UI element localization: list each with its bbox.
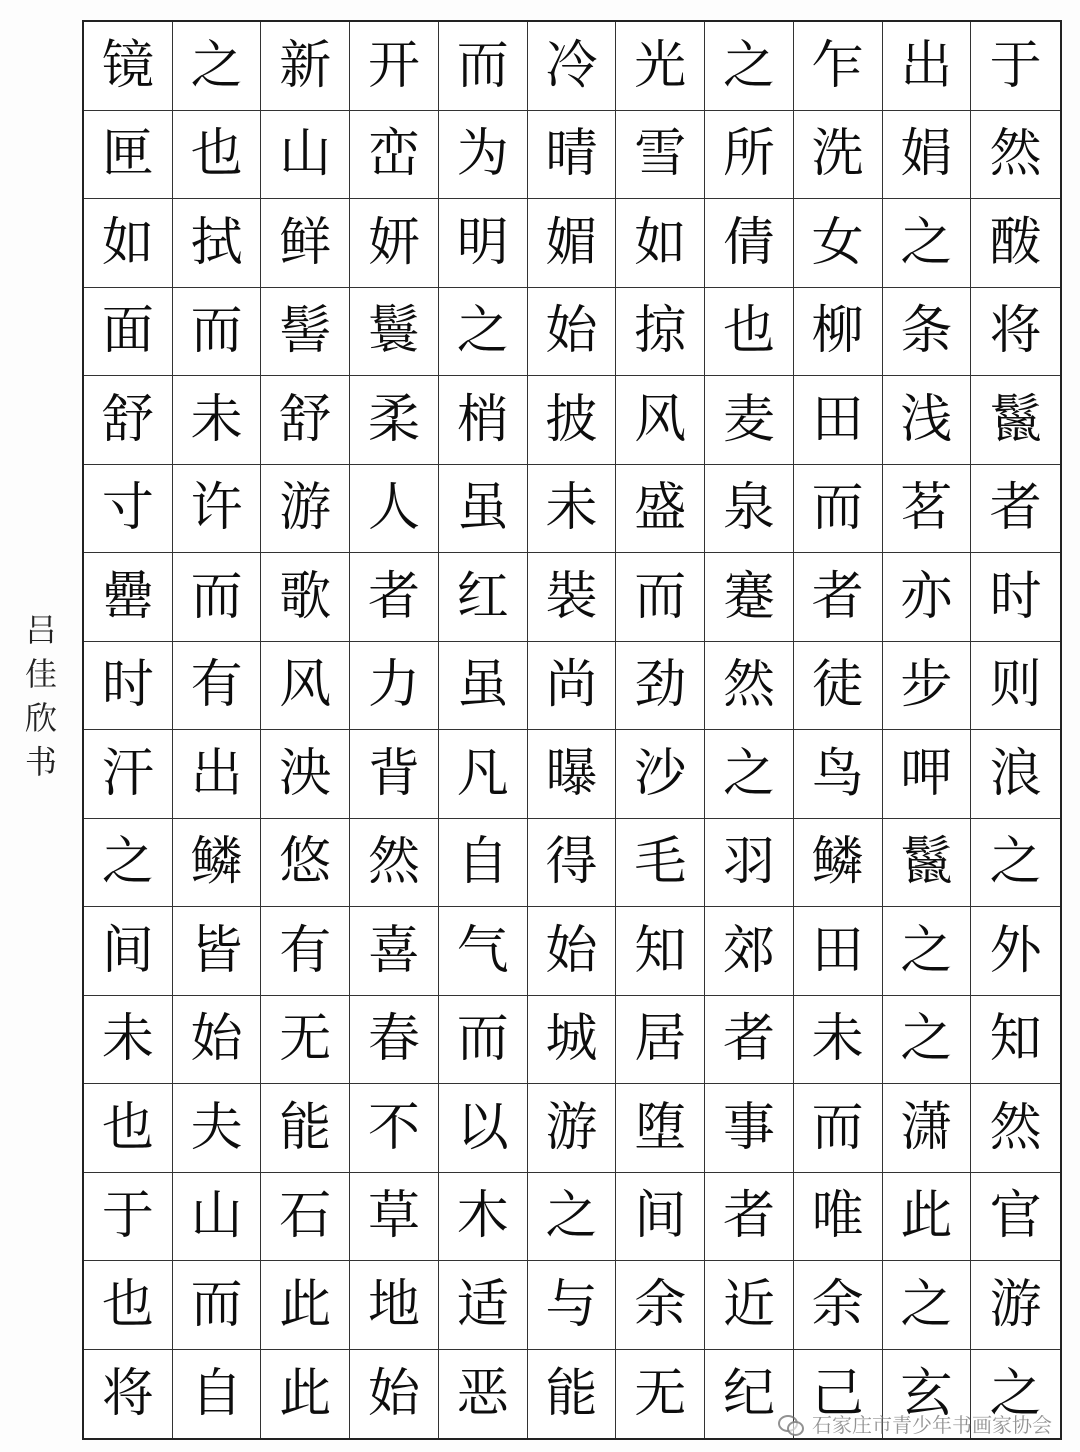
character-grid bbox=[82, 20, 1062, 1440]
grid-cell: 始 bbox=[350, 1350, 439, 1439]
watermark-text: 石家庄市青少年书画家协会 bbox=[812, 1413, 1052, 1437]
grid-cell: 城 bbox=[528, 996, 617, 1085]
grid-cell: 之 bbox=[883, 1261, 972, 1350]
grid-cell: 蹇 bbox=[705, 553, 794, 642]
grid-cell: 掠 bbox=[616, 288, 705, 377]
grid-cell: 悠 bbox=[261, 819, 350, 908]
grid-cell: 时 bbox=[84, 642, 173, 731]
grid-cell: 之 bbox=[883, 996, 972, 1085]
grid-cell: 出 bbox=[173, 730, 262, 819]
grid-cell: 者 bbox=[794, 553, 883, 642]
grid-cell: 呷 bbox=[883, 730, 972, 819]
grid-cell: 娟 bbox=[883, 111, 972, 200]
grid-cell: 草 bbox=[350, 1173, 439, 1262]
grid-cell: 也 bbox=[84, 1261, 173, 1350]
grid-cell: 游 bbox=[971, 1261, 1060, 1350]
grid-cell: 近 bbox=[705, 1261, 794, 1350]
grid-cell: 峦 bbox=[350, 111, 439, 200]
grid-cell: 所 bbox=[705, 111, 794, 200]
grid-cell: 余 bbox=[616, 1261, 705, 1350]
grid-cell: 然 bbox=[971, 111, 1060, 200]
grid-cell: 麦 bbox=[705, 376, 794, 465]
signature bbox=[16, 608, 66, 784]
grid-cell: 喜 bbox=[350, 907, 439, 996]
grid-cell: 晴 bbox=[528, 111, 617, 200]
grid-cell: 田 bbox=[794, 376, 883, 465]
grid-cell: 而 bbox=[173, 553, 262, 642]
grid-cell: 寸 bbox=[84, 465, 173, 554]
grid-cell: 步 bbox=[883, 642, 972, 731]
grid-cell: 不 bbox=[350, 1084, 439, 1173]
grid-cell: 羽 bbox=[705, 819, 794, 908]
grid-cell: 而 bbox=[439, 996, 528, 1085]
grid-cell: 也 bbox=[173, 111, 262, 200]
grid-cell: 之 bbox=[971, 819, 1060, 908]
grid-cell: 鸟 bbox=[794, 730, 883, 819]
grid-cell: 未 bbox=[84, 996, 173, 1085]
grid-cell: 始 bbox=[528, 288, 617, 377]
grid-cell: 堕 bbox=[616, 1084, 705, 1173]
grid-cell: 茗 bbox=[883, 465, 972, 554]
grid-cell: 红 bbox=[439, 553, 528, 642]
grid-cell: 居 bbox=[616, 996, 705, 1085]
grid-cell: 田 bbox=[794, 907, 883, 996]
grid-cell: 之 bbox=[989, 1363, 1042, 1424]
grid-cell: 力 bbox=[350, 642, 439, 731]
grid-cell: 拭 bbox=[173, 199, 262, 288]
grid-cell: 己 bbox=[794, 1350, 883, 1439]
grid-cell: 此 bbox=[883, 1173, 972, 1262]
grid-cell: 潇 bbox=[883, 1084, 972, 1173]
grid-cell: 鬟 bbox=[350, 288, 439, 377]
grid-cell: 之 bbox=[439, 288, 528, 377]
grid-cell: 如 bbox=[84, 199, 173, 288]
grid-cell: 之 bbox=[883, 907, 972, 996]
grid-cell: 则 bbox=[971, 642, 1060, 731]
grid-cell: 自 bbox=[173, 1350, 262, 1439]
grid-cell: 乍 bbox=[794, 22, 883, 111]
grid-cell: 无 bbox=[261, 996, 350, 1085]
grid-cell: 能 bbox=[261, 1084, 350, 1173]
grid-cell: 鳞 bbox=[173, 819, 262, 908]
grid-cell: 镜 bbox=[84, 22, 173, 111]
grid-cell: 柳 bbox=[794, 288, 883, 377]
grid-cell: 也 bbox=[84, 1084, 173, 1173]
grid-cell: 毛 bbox=[616, 819, 705, 908]
signature-char: 书 bbox=[24, 743, 57, 781]
signature-char: 佳 bbox=[24, 655, 57, 693]
grid-cell: 鬣 bbox=[971, 376, 1060, 465]
grid-cell: 虽 bbox=[439, 642, 528, 731]
grid-cell: 之 bbox=[528, 1173, 617, 1262]
grid-cell: 而 bbox=[616, 553, 705, 642]
grid-cell: 媚 bbox=[528, 199, 617, 288]
grid-cell: 木 bbox=[439, 1173, 528, 1262]
grid-cell: 洗 bbox=[794, 111, 883, 200]
grid-cell: 沙 bbox=[616, 730, 705, 819]
grid-cell: 石 bbox=[261, 1173, 350, 1262]
grid-cell: 有 bbox=[173, 642, 262, 731]
grid-cell: 之 bbox=[705, 730, 794, 819]
grid-cell: 山 bbox=[173, 1173, 262, 1262]
grid-cell: 梢 bbox=[439, 376, 528, 465]
grid-cell: 唯 bbox=[794, 1173, 883, 1262]
grid-cell: 曝 bbox=[528, 730, 617, 819]
grid-cell: 面 bbox=[84, 288, 173, 377]
grid-cell: 然 bbox=[971, 1084, 1060, 1173]
grid-cell: 间 bbox=[84, 907, 173, 996]
grid-cell: 亦 bbox=[883, 553, 972, 642]
signature-char: 吕 bbox=[24, 611, 57, 649]
grid-cell: 之 bbox=[173, 22, 262, 111]
grid-cell: 出 bbox=[883, 22, 972, 111]
grid-cell: 酦 bbox=[971, 199, 1060, 288]
grid-cell: 歌 bbox=[261, 553, 350, 642]
grid-cell: 鲜 bbox=[261, 199, 350, 288]
grid-cell: 新 bbox=[261, 22, 350, 111]
grid-cell: 事 bbox=[705, 1084, 794, 1173]
grid-cell: 将 bbox=[971, 288, 1060, 377]
grid-cell: 妍 bbox=[350, 199, 439, 288]
grid-cell: 恶 bbox=[439, 1350, 528, 1439]
grid-cell: 人 bbox=[350, 465, 439, 554]
grid-cell: 将 bbox=[84, 1350, 173, 1439]
grid-cell: 风 bbox=[261, 642, 350, 731]
grid-cell: 披 bbox=[528, 376, 617, 465]
grid-cell: 适 bbox=[439, 1261, 528, 1350]
grid-cell: 劲 bbox=[616, 642, 705, 731]
grid-cell: 得 bbox=[528, 819, 617, 908]
grid-cell: 女 bbox=[794, 199, 883, 288]
grid-cell: 然 bbox=[350, 819, 439, 908]
grid-cell: 为 bbox=[439, 111, 528, 200]
grid-cell: 外 bbox=[971, 907, 1060, 996]
grid-cell: 自 bbox=[439, 819, 528, 908]
grid-cell: 凡 bbox=[439, 730, 528, 819]
grid-cell: 冷 bbox=[528, 22, 617, 111]
grid-cell: 髻 bbox=[261, 288, 350, 377]
grid-cell: 皆 bbox=[173, 907, 262, 996]
grid-cell: 未 bbox=[794, 996, 883, 1085]
grid-cell: 开 bbox=[350, 22, 439, 111]
grid-cell: 有 bbox=[261, 907, 350, 996]
grid-cell: 地 bbox=[350, 1261, 439, 1350]
grid-cell: 风 bbox=[616, 376, 705, 465]
grid-cell: 也 bbox=[705, 288, 794, 377]
grid-cell: 盛 bbox=[616, 465, 705, 554]
grid-cell: 此 bbox=[261, 1350, 350, 1439]
grid-cell: 者 bbox=[971, 465, 1060, 554]
grid-cell: 余 bbox=[794, 1261, 883, 1350]
grid-cell: 而 bbox=[794, 465, 883, 554]
grid-cell: 始 bbox=[173, 996, 262, 1085]
grid-cell: 之 bbox=[705, 22, 794, 111]
grid-cell: 郊 bbox=[705, 907, 794, 996]
grid-cell: 明 bbox=[439, 199, 528, 288]
grid-cell: 纪 bbox=[705, 1350, 794, 1439]
grid-cell: 于 bbox=[971, 22, 1060, 111]
grid-cell: 气 bbox=[439, 907, 528, 996]
grid-cell: 许 bbox=[173, 465, 262, 554]
grid-cell: 此 bbox=[261, 1261, 350, 1350]
grid-cell: 以 bbox=[439, 1084, 528, 1173]
grid-cell: 始 bbox=[528, 907, 617, 996]
grid-cell: 玄 bbox=[883, 1350, 972, 1439]
signature-char: 欣 bbox=[24, 699, 57, 737]
grid-cell: 者 bbox=[350, 553, 439, 642]
grid-cell: 条 bbox=[883, 288, 972, 377]
grid-cell: 光 bbox=[616, 22, 705, 111]
grid-cell: 泱 bbox=[261, 730, 350, 819]
grid-cell: 而 bbox=[794, 1084, 883, 1173]
grid-cell: 者 bbox=[705, 996, 794, 1085]
grid-cell: 倩 bbox=[705, 199, 794, 288]
grid-cell: 间 bbox=[616, 1173, 705, 1262]
grid-cell: 而 bbox=[173, 288, 262, 377]
grid-cell: 虽 bbox=[439, 465, 528, 554]
grid-cell: 能 bbox=[528, 1350, 617, 1439]
grid-cell: 浪 bbox=[971, 730, 1060, 819]
grid-cell: 鬣 bbox=[883, 819, 972, 908]
grid-cell: 者 bbox=[705, 1173, 794, 1262]
grid-cell: 春 bbox=[350, 996, 439, 1085]
grid-cell: 知 bbox=[971, 996, 1060, 1085]
grid-cell: 徒 bbox=[794, 642, 883, 731]
grid-cell: 夫 bbox=[173, 1084, 262, 1173]
grid-cell: 而 bbox=[173, 1261, 262, 1350]
grid-cell: 而 bbox=[439, 22, 528, 111]
grid-cell: 舒 bbox=[84, 376, 173, 465]
grid-cell: 如 bbox=[616, 199, 705, 288]
grid-cell: 知 bbox=[616, 907, 705, 996]
grid-cell: 于 bbox=[84, 1173, 173, 1262]
grid-cell: 然 bbox=[705, 642, 794, 731]
grid-cell: 山 bbox=[261, 111, 350, 200]
grid-cell: 未 bbox=[528, 465, 617, 554]
grid-cell: 游 bbox=[261, 465, 350, 554]
grid-cell: 与 bbox=[528, 1261, 617, 1350]
grid-cell: 背 bbox=[350, 730, 439, 819]
grid-cell: 游 bbox=[528, 1084, 617, 1173]
grid-cell: 鳞 bbox=[794, 819, 883, 908]
grid-cell: 尚 bbox=[528, 642, 617, 731]
grid-cell: 裝 bbox=[528, 553, 617, 642]
grid-cell: 柔 bbox=[350, 376, 439, 465]
grid-cell: 舒 bbox=[261, 376, 350, 465]
grid-cell: 泉 bbox=[705, 465, 794, 554]
grid-cell: 之 bbox=[84, 819, 173, 908]
grid-cell: 未 bbox=[173, 376, 262, 465]
grid-cell: 无 bbox=[616, 1350, 705, 1439]
grid-cell: 之 bbox=[883, 199, 972, 288]
grid-cell: 匣 bbox=[84, 111, 173, 200]
grid-cell: 浅 bbox=[883, 376, 972, 465]
grid-cell: 罍 bbox=[84, 553, 173, 642]
grid-cell: 时 bbox=[971, 553, 1060, 642]
grid-cell: 汗 bbox=[84, 730, 173, 819]
grid-cell: 官 bbox=[971, 1173, 1060, 1262]
grid-cell: 雪 bbox=[616, 111, 705, 200]
